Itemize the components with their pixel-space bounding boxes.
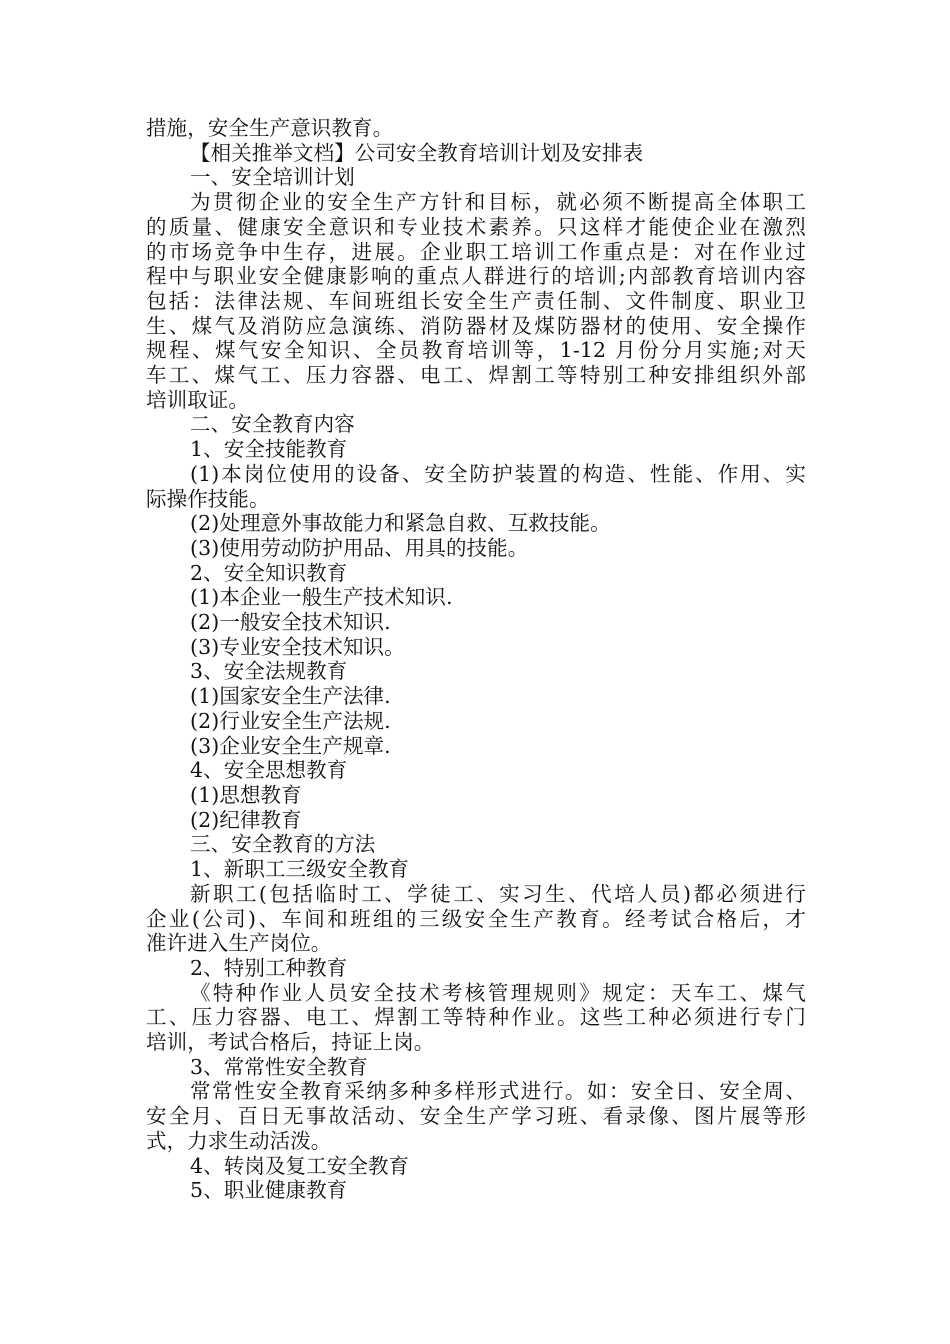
text-line: 3、常常性安全教育 [190,1054,368,1079]
text-line: 式，力求生动活泼。 [146,1128,332,1153]
text-line: (2)处理意外事故能力和紧急自救、互救技能。 [190,511,611,536]
text-line: (2)纪律教育 [190,807,302,832]
text-line: (3)使用劳动防护用品、用具的技能。 [190,535,529,560]
text-line: 《特种作业人员安全技术考核管理规则》规定：天车工、煤气 [190,980,806,1005]
text-line: 【相关推举文档】公司安全教育培训计划及安排表 [190,140,644,165]
text-line: 2、特别工种教育 [190,955,348,980]
text-line: (1)本企业一般生产技术知识. [190,585,453,610]
text-line: (3)企业安全生产规章. [190,733,391,758]
text-line: 一、安全培训计划 [190,165,355,190]
text-line: 1、新职工三级安全教育 [190,857,410,882]
text-line: (1)思想教育 [190,782,302,807]
text-line: 生、煤气及消防应急演练、消防器材及煤防器材的使用、安全操作 [146,313,806,338]
text-line: 二、安全教育内容 [190,412,355,437]
text-line: 4、安全思想教育 [190,758,348,783]
text-line: 准许进入生产岗位。 [146,931,332,956]
text-line: 企业(公司)、车间和班组的三级安全生产教育。经考试合格后，才 [146,906,806,931]
text-line: (2)行业安全生产法规. [190,708,391,733]
text-line: 常常性安全教育采纳多种多样形式进行。如：安全日、安全周、 [190,1079,806,1104]
text-line: 的市场竞争中生存，进展。企业职工培训工作重点是：对在作业过 [146,239,806,264]
text-line: 为贯彻企业的安全生产方针和目标，就必须不断提高全体职工 [190,190,806,215]
text-line: 培训取证。 [146,387,249,412]
text-line: (2)一般安全技术知识. [190,610,391,635]
text-line: 工、压力容器、电工、焊割工等特种作业。这些工种必须进行专门 [146,1005,806,1030]
text-line: (1)本岗位使用的设备、安全防护装置的构造、性能、作用、实 [190,461,806,486]
text-line: 1、安全技能教育 [190,437,348,462]
text-line: 4、转岗及复工安全教育 [190,1153,410,1178]
text-line: 5、职业健康教育 [190,1178,348,1203]
text-line: 三、安全教育的方法 [190,832,376,857]
text-line: 安全月、百日无事故活动、安全生产学习班、看录像、图片展等形 [146,1104,806,1129]
text-line: (1)国家安全生产法律. [190,684,391,709]
text-line: 规程、煤气安全知识、全员教育培训等，1-12 月份分月实施;对天 [146,338,806,363]
text-line: 的质量、健康安全意识和专业技术素养。只这样才能使企业在激烈 [146,214,806,239]
document-page [146,116,806,1203]
text-line: 措施，安全生产意识教育。 [146,116,394,140]
text-line: 3、安全法规教育 [190,659,348,684]
text-line: 车工、煤气工、压力容器、电工、焊割工等特别工种安排组织外部 [146,363,806,388]
text-line: 程中与职业安全健康影响的重点人群进行的培训;内部教育培训内容 [146,264,806,289]
text-line: 新职工(包括临时工、学徒工、实习生、代培人员)都必须进行 [190,881,806,906]
text-line: 包括：法律法规、车间班组长安全生产责任制、文件制度、职业卫 [146,288,806,313]
text-line: 际操作技能。 [146,486,270,511]
text-line: (3)专业安全技术知识。 [190,634,405,659]
text-line: 2、安全知识教育 [190,560,348,585]
text-line: 培训，考试合格后，持证上岗。 [146,1030,435,1055]
